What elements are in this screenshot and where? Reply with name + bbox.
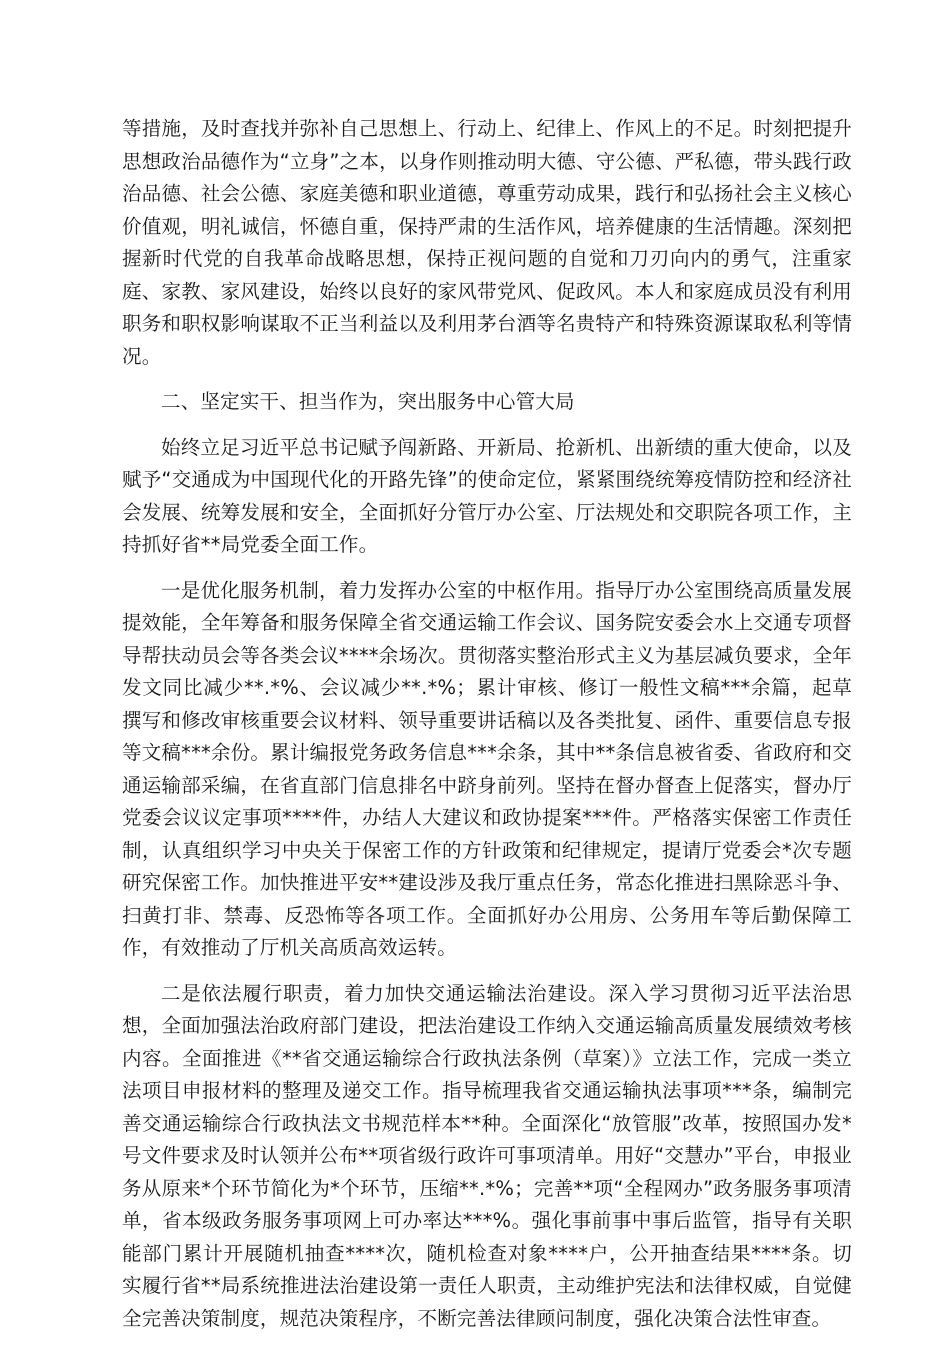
document-page bbox=[122, 113, 852, 1348]
paragraph-item-one: 一是优化服务机制，着力发挥办公室的中枢作用。指导厅办公室围绕高质量发展提效能，全年筹备和服务保障全省交通运输工作会议、国务院安委会水上交通专项督导帮扶动员会等各类会议****余场次。贯彻落实整治形式主义为基层减负要求，全年发文同比减少**.*%、会议减少**.*%；累计审核、修订一般性文稿***余篇，起草撰写和修改审核重要会议材料、领导重要讲话稿以及各类批复、函件、重要信息专报等文稿***余份。累计编报党务政务信息***余条，其中**条信息被省委、省政府和交通运输部采编，在省直部门信息排名中跻身前列。坚持在督办督查上促落实，督办厅党委会议议定事项****件，办结人大建议和政协提案***件。严格落实保密工作责任制，认真组织学习中央关于保密工作的方针政策和纪律规定，提请厅党委会*次专题研究保密工作。加快推进平安**建设涉及我厅重点任务，常态化推进扫黑除恶斗争、扫黄打非、禁毒、反恐怖等各项工作。全面抓好办公用房、公务用车等后勤保障工作，有效推动了厅机关高质高效运转。 bbox=[122, 578, 852, 959]
paragraph-continuation: 等措施，及时查找并弥补自己思想上、行动上、纪律上、作风上的不足。时刻把提升思想政治品德作为“立身”之本，以身作则推动明大德、守公德、严私德，带头践行政治品德、社会公德、家庭美德和职业道德，尊重劳动成果，践行和弘扬社会主义核心价值观，明礼诚信，怀德自重，保持严肃的生活作风，培养健康的生活情趣。深刻把握新时代党的自我革命战略思想，保持正视问题的自觉和刀刃向内的勇气，注重家庭、家教、家风建设，始终以良好的家风带党风、促政风。本人和家庭成员没有利用职务和职权影响谋取不正当利益以及利用茅台酒等名贵特产和特殊资源谋取私利等情况。 bbox=[122, 117, 852, 368]
paragraph-item-two: 二是依法履行职责，着力加快交通运输法治建设。深入学习贯彻习近平法治思想，全面加强法治政府部门建设，把法治建设工作纳入交通运输高质量发展绩效考核内容。全面推进《**省交通运输综合行政执法条例（草案）》立法工作，完成一类立法项目申报材料的整理及递交工作。指导梳理我省交通运输执法事项***条，编制完善交通运输综合行政执法文书规范样本**种。全面深化“放管服”改革，按照国办发*号文件要求及时认领并公布**项省级行政许可事项清单。用好“交慧办”平台，申报业务从原来*个环节简化为*个环节，压缩**.*%；完善**项“全程网办”政务服务事项清单，省本级政务服务事项网上可办率达***%。强化事前事中事后监管，指导有关职能部门累计开展随机抽查****次，随机检查对象****户，公开抽查结果****条。切实履行省**局系统推进法治建设第一责任人职责，主动维护宪法和法律权威，自觉健全完善决策制度，规范决策程序，不断完善法律顾问制度，强化决策合法性审查。 bbox=[122, 981, 853, 1330]
section-heading: 二、坚定实干、担当作为，突出服务中心管大局 bbox=[161, 390, 575, 413]
paragraph-intro: 始终立足习近平总书记赋予闯新路、开新局、抢新机、出新绩的重大使命，以及赋予“交通成为中国现代化的开路先锋”的使命定位，紧紧围绕统筹疫情防控和经济社会发展、统筹发展和安全，全面抓好分管厅办公室、厅法规处和交职院各项工作，主持抓好省**局党委全面工作。 bbox=[122, 435, 852, 556]
